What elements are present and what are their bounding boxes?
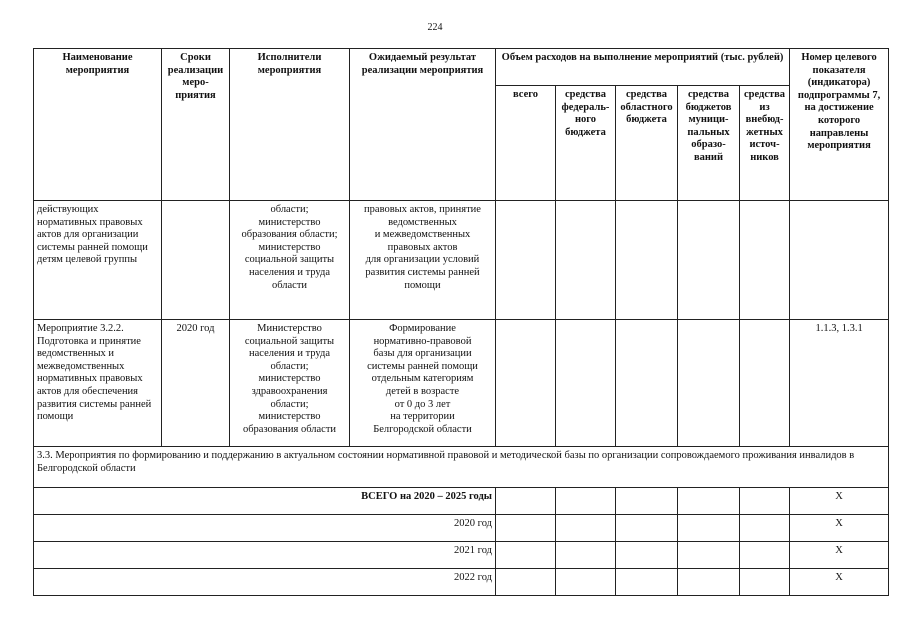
row-executors: области; министерство образования области; министерство социальной защиты населения и труда области <box>230 201 350 320</box>
subheader-federal: средства федераль-ного бюджета <box>556 86 616 201</box>
cell-regional <box>616 320 678 447</box>
program-table <box>33 48 889 596</box>
year-label: 2020 год <box>34 515 496 542</box>
year-indicator: X <box>790 542 889 569</box>
totals-row <box>34 488 889 515</box>
cell-extra <box>740 515 790 542</box>
cell-total <box>496 201 556 320</box>
subheader-total: всего <box>496 86 556 201</box>
section-row <box>34 447 889 488</box>
cell-extra <box>740 320 790 447</box>
year-label: 2022 год <box>34 569 496 596</box>
cell-federal <box>556 542 616 569</box>
cell-total <box>496 569 556 596</box>
row-terms: 2020 год <box>162 320 230 447</box>
header-indicator: Номер целевого показателя (индикатора) подпрограммы 7, на достижение которого направлены мероприятия <box>790 49 889 201</box>
cell-municipal <box>678 488 740 515</box>
cell-extra <box>740 488 790 515</box>
cell-regional <box>616 542 678 569</box>
row-executors: Министерство социальной защиты населения и труда области; министерство здравоохранения области; министерство образования области <box>230 320 350 447</box>
header-name: Наименование мероприятия <box>34 49 162 201</box>
row-name: действующих нормативных правовых актов для организации системы ранней помощи детям целевой группы <box>34 201 162 320</box>
year-row <box>34 569 889 596</box>
subheader-regional: средства областного бюджета <box>616 86 678 201</box>
year-row <box>34 515 889 542</box>
cell-regional <box>616 488 678 515</box>
cell-regional <box>616 569 678 596</box>
cell-federal <box>556 201 616 320</box>
row-indicator: 1.1.3, 1.3.1 <box>790 320 889 447</box>
row-result: правовых актов, принятие ведомственных и межведомственных правовых актов для организации условий развития системы ранней помощи <box>350 201 496 320</box>
year-indicator: X <box>790 515 889 542</box>
row-name: Мероприятие 3.2.2. Подготовка и принятие ведомственных и межведомственных нормативных правовых актов для обеспечения развития системы ранней помощи <box>34 320 162 447</box>
cell-federal <box>556 515 616 542</box>
section-title: 3.3. Мероприятия по формированию и поддержанию в актуальном состоянии нормативной правовой и методической базы по организации сопровождаемого проживания инвалидов в Белгородской области <box>34 447 889 488</box>
row-indicator <box>790 201 889 320</box>
cell-total <box>496 320 556 447</box>
cell-municipal <box>678 201 740 320</box>
table-row <box>34 201 889 320</box>
cell-federal <box>556 569 616 596</box>
subheader-extra: средства из внебюд-жетных источ-ников <box>740 86 790 201</box>
cell-regional <box>616 201 678 320</box>
table-row <box>34 320 889 447</box>
cell-municipal <box>678 542 740 569</box>
cell-extra <box>740 542 790 569</box>
cell-municipal <box>678 320 740 447</box>
cell-total <box>496 542 556 569</box>
totals-label: ВСЕГО на 2020 – 2025 годы <box>34 488 496 515</box>
year-label: 2021 год <box>34 542 496 569</box>
cell-municipal <box>678 515 740 542</box>
cell-federal <box>556 320 616 447</box>
cell-total <box>496 488 556 515</box>
cell-extra <box>740 201 790 320</box>
cell-extra <box>740 569 790 596</box>
cell-municipal <box>678 569 740 596</box>
header-terms: Сроки реализации меро-приятия <box>162 49 230 201</box>
header-row <box>34 49 889 86</box>
year-row <box>34 542 889 569</box>
header-result: Ожидаемый результат реализации мероприятия <box>350 49 496 201</box>
cell-total <box>496 515 556 542</box>
year-indicator: X <box>790 569 889 596</box>
row-terms <box>162 201 230 320</box>
cell-federal <box>556 488 616 515</box>
header-expenses: Объем расходов на выполнение мероприятий (тыс. рублей) <box>496 49 790 86</box>
subheader-municipal: средства бюджетов муници-пальных образо-ваний <box>678 86 740 201</box>
page-number: 224 <box>427 22 443 33</box>
cell-regional <box>616 515 678 542</box>
header-executors: Исполнители мероприятия <box>230 49 350 201</box>
row-result: Формирование нормативно-правовой базы для организации системы ранней помощи отдельным категориям детей в возрасте от 0 до 3 лет на территории Белгородской области <box>350 320 496 447</box>
totals-indicator: X <box>790 488 889 515</box>
